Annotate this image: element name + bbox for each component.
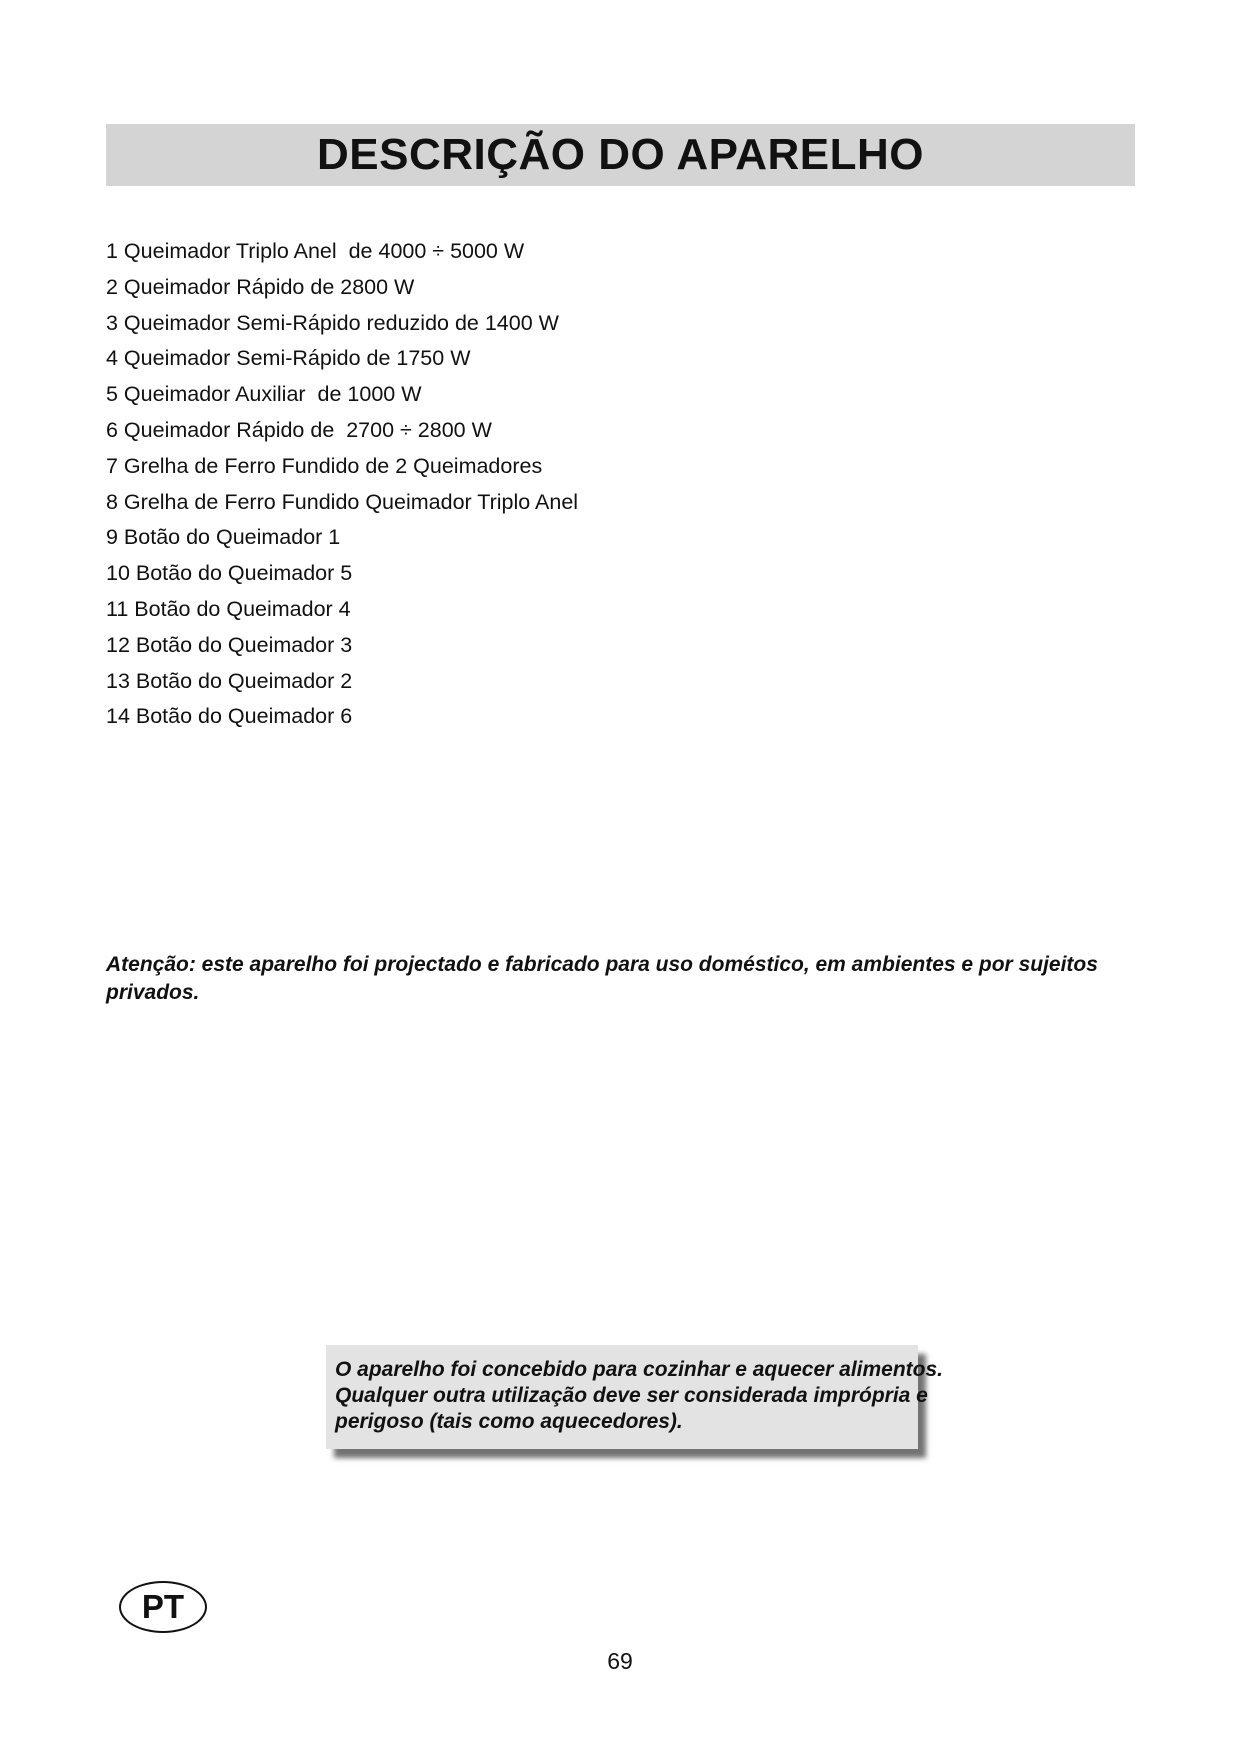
list-item: 7 Grelha de Ferro Fundido de 2 Queimadores <box>106 453 543 478</box>
language-badge: PT <box>119 1581 207 1633</box>
note-text <box>335 1357 1035 1435</box>
list-item: 2 Queimador Rápido de 2800 W <box>106 274 415 299</box>
list-item: 5 Queimador Auxiliar de 1000 W <box>106 382 422 407</box>
note-line: O aparelho foi concebido para cozinhar e aquecer alimentos. <box>335 1358 943 1381</box>
note-line: Qualquer outra utilização deve ser considerada imprópria e <box>335 1384 928 1407</box>
list-item: 1 Queimador Triplo Anel de 4000 ÷ 5000 W <box>106 239 525 263</box>
note-line: perigoso (tais como aquecedores). <box>335 1410 683 1433</box>
list-item: 11 Botão do Queimador 4 <box>106 596 351 621</box>
warning-text: Atenção: este aparelho foi projectado e fabricado para uso doméstico, em ambientes e por sujeitos privados. <box>106 953 1098 1004</box>
list-item: 14 Botão do Queimador 6 <box>106 704 353 729</box>
list-item: 4 Queimador Semi-Rápido de 1750 W <box>106 346 471 371</box>
section-title-bar <box>106 124 1135 186</box>
list-item: 8 Grelha de Ferro Fundido Queimador Triplo Anel <box>106 489 579 514</box>
page-number: 69 <box>607 1648 633 1674</box>
parts-list <box>106 234 578 735</box>
list-item: 9 Botão do Queimador 1 <box>106 525 341 550</box>
list-item: 12 Botão do Queimador 3 <box>106 632 353 657</box>
list-item: 6 Queimador Rápido de 2700 ÷ 2800 W <box>106 417 492 442</box>
list-item: 13 Botão do Queimador 2 <box>106 668 353 693</box>
list-item: 3 Queimador Semi-Rápido reduzido de 1400 W <box>106 310 559 335</box>
list-item: 10 Botão do Queimador 5 <box>106 561 353 586</box>
page-title: DESCRIÇÃO DO APARELHO <box>317 130 924 179</box>
